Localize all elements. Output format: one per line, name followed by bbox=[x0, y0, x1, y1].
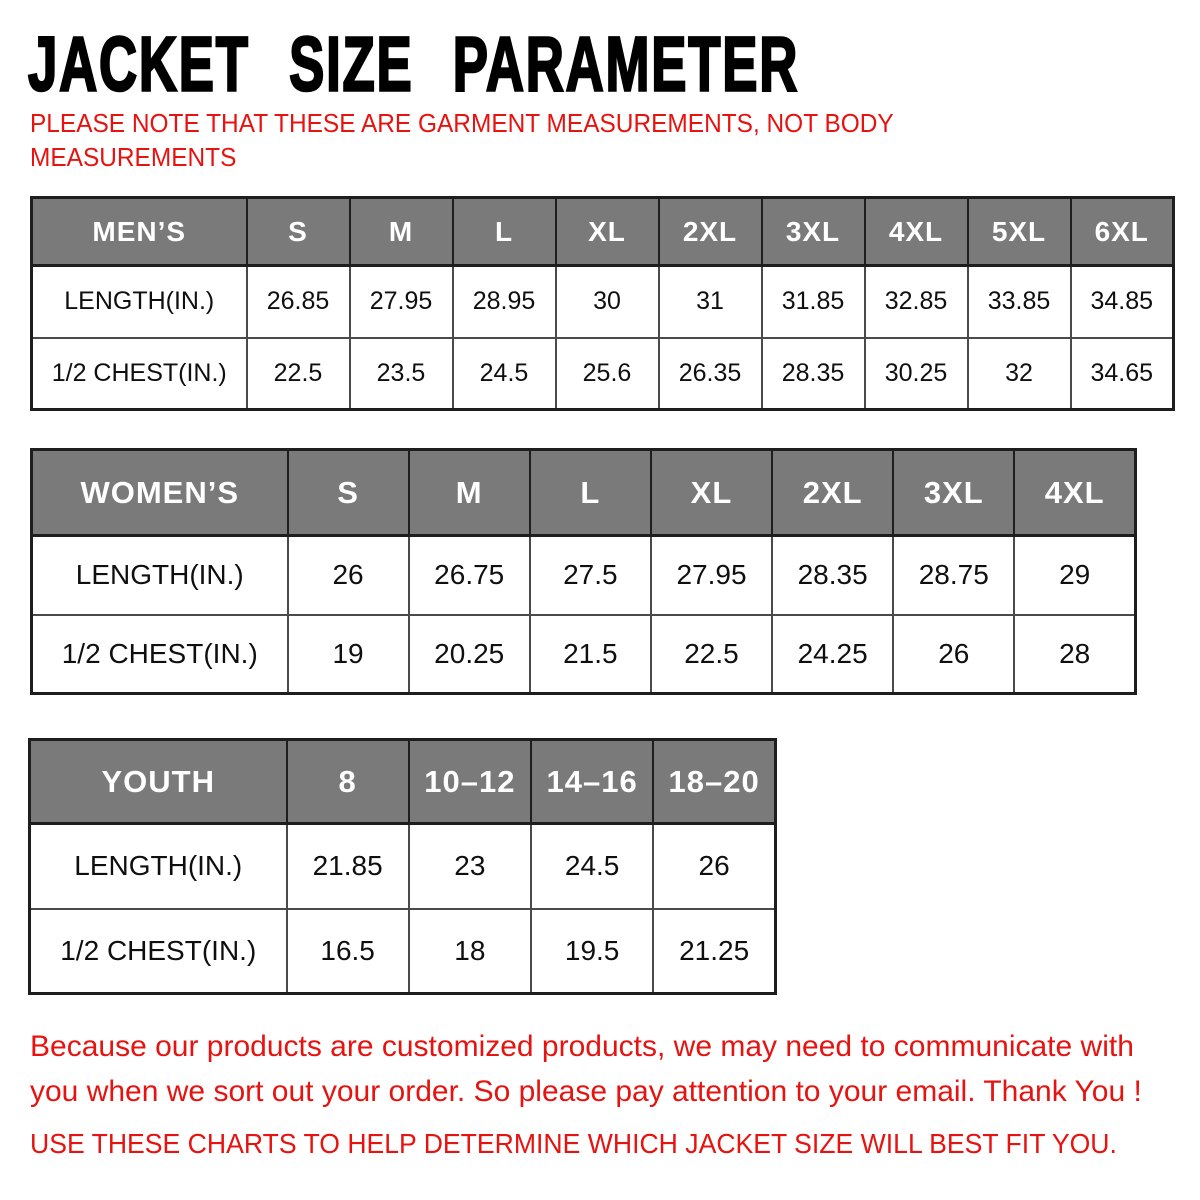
measurement-value-cell: 34.65 bbox=[1071, 338, 1174, 410]
size-header-cell: XL bbox=[556, 198, 659, 266]
measurement-value-cell: 25.6 bbox=[556, 338, 659, 410]
measurement-value-cell: 30 bbox=[556, 266, 659, 338]
measurement-value-cell: 18 bbox=[409, 909, 531, 994]
footer-note-communication: Because our products are customized products, we may need to communicate with you when we sort out your order. So please pay attention to your email. Thank You ! bbox=[30, 1030, 1142, 1108]
size-header-cell: 8 bbox=[287, 740, 409, 824]
measurement-value-cell: 22.5 bbox=[247, 338, 350, 410]
size-header-cell: 5XL bbox=[968, 198, 1071, 266]
size-header-cell: L bbox=[530, 450, 651, 536]
measurement-value-cell: 26.85 bbox=[247, 266, 350, 338]
size-header-cell: 2XL bbox=[772, 450, 893, 536]
row-label-cell: 1/2 CHEST(IN.) bbox=[32, 338, 247, 410]
row-label-cell: 1/2 CHEST(IN.) bbox=[32, 615, 288, 694]
size-header-cell: 4XL bbox=[1014, 450, 1135, 536]
size-header-cell: 2XL bbox=[659, 198, 762, 266]
youth-size-table bbox=[28, 738, 777, 995]
measurement-value-cell: 26 bbox=[653, 824, 775, 909]
measurement-row bbox=[30, 824, 776, 909]
row-label-cell: LENGTH(IN.) bbox=[30, 824, 287, 909]
size-header-row bbox=[32, 198, 1174, 266]
measurement-row bbox=[32, 338, 1174, 410]
measurement-value-cell: 30.25 bbox=[865, 338, 968, 410]
garment-measurement-note: PLEASE NOTE THAT THESE ARE GARMENT MEASUREMENTS, NOT BODY MEASUREMENTS bbox=[30, 108, 894, 173]
row-label-cell: LENGTH(IN.) bbox=[32, 266, 247, 338]
measurement-value-cell: 24.5 bbox=[531, 824, 653, 909]
size-header-cell: 18–20 bbox=[653, 740, 775, 824]
measurement-value-cell: 28.75 bbox=[893, 536, 1014, 615]
size-header-cell: 3XL bbox=[762, 198, 865, 266]
table-title-cell: YOUTH bbox=[30, 740, 287, 824]
size-header-cell: L bbox=[453, 198, 556, 266]
measurement-value-cell: 24.25 bbox=[772, 615, 893, 694]
measurement-value-cell: 19 bbox=[288, 615, 409, 694]
measurement-value-cell: 28.35 bbox=[762, 338, 865, 410]
size-header-row bbox=[32, 450, 1136, 536]
size-header-cell: 3XL bbox=[893, 450, 1014, 536]
measurement-value-cell: 28 bbox=[1014, 615, 1135, 694]
measurement-value-cell: 23 bbox=[409, 824, 531, 909]
size-header-cell: S bbox=[288, 450, 409, 536]
row-label-cell: 1/2 CHEST(IN.) bbox=[30, 909, 287, 994]
measurement-value-cell: 22.5 bbox=[651, 615, 772, 694]
measurement-value-cell: 26.35 bbox=[659, 338, 762, 410]
measurement-value-cell: 20.25 bbox=[409, 615, 530, 694]
footer-note-usage: USE THESE CHARTS TO HELP DETERMINE WHICH JACKET SIZE WILL BEST FIT YOU. bbox=[30, 1128, 1117, 1159]
size-header-cell: S bbox=[247, 198, 350, 266]
measurement-value-cell: 32.85 bbox=[865, 266, 968, 338]
measurement-value-cell: 21.5 bbox=[530, 615, 651, 694]
table-title-cell: WOMEN’S bbox=[32, 450, 288, 536]
size-header-cell: 4XL bbox=[865, 198, 968, 266]
measurement-value-cell: 27.95 bbox=[651, 536, 772, 615]
measurement-value-cell: 26.75 bbox=[409, 536, 530, 615]
size-header-row bbox=[30, 740, 776, 824]
measurement-value-cell: 31 bbox=[659, 266, 762, 338]
measurement-row bbox=[32, 536, 1136, 615]
size-header-cell: 14–16 bbox=[531, 740, 653, 824]
measurement-value-cell: 32 bbox=[968, 338, 1071, 410]
measurement-row bbox=[30, 909, 776, 994]
page-title: JACKET SIZE PARAMETER bbox=[28, 21, 800, 108]
measurement-value-cell: 19.5 bbox=[531, 909, 653, 994]
measurement-value-cell: 28.95 bbox=[453, 266, 556, 338]
measurement-value-cell: 28.35 bbox=[772, 536, 893, 615]
measurement-value-cell: 24.5 bbox=[453, 338, 556, 410]
row-label-cell: LENGTH(IN.) bbox=[32, 536, 288, 615]
measurement-value-cell: 23.5 bbox=[350, 338, 453, 410]
measurement-value-cell: 26 bbox=[288, 536, 409, 615]
measurement-value-cell: 21.25 bbox=[653, 909, 775, 994]
size-header-cell: XL bbox=[651, 450, 772, 536]
size-header-cell: M bbox=[409, 450, 530, 536]
table-title-cell: MEN’S bbox=[32, 198, 247, 266]
measurement-row bbox=[32, 615, 1136, 694]
size-header-cell: M bbox=[350, 198, 453, 266]
size-header-cell: 10–12 bbox=[409, 740, 531, 824]
measurement-value-cell: 33.85 bbox=[968, 266, 1071, 338]
mens-size-table bbox=[30, 196, 1175, 411]
measurement-value-cell: 26 bbox=[893, 615, 1014, 694]
measurement-value-cell: 16.5 bbox=[287, 909, 409, 994]
measurement-value-cell: 31.85 bbox=[762, 266, 865, 338]
measurement-value-cell: 29 bbox=[1014, 536, 1135, 615]
measurement-value-cell: 27.5 bbox=[530, 536, 651, 615]
measurement-row bbox=[32, 266, 1174, 338]
measurement-value-cell: 27.95 bbox=[350, 266, 453, 338]
size-header-cell: 6XL bbox=[1071, 198, 1174, 266]
womens-size-table bbox=[30, 448, 1137, 695]
measurement-value-cell: 34.85 bbox=[1071, 266, 1174, 338]
measurement-value-cell: 21.85 bbox=[287, 824, 409, 909]
